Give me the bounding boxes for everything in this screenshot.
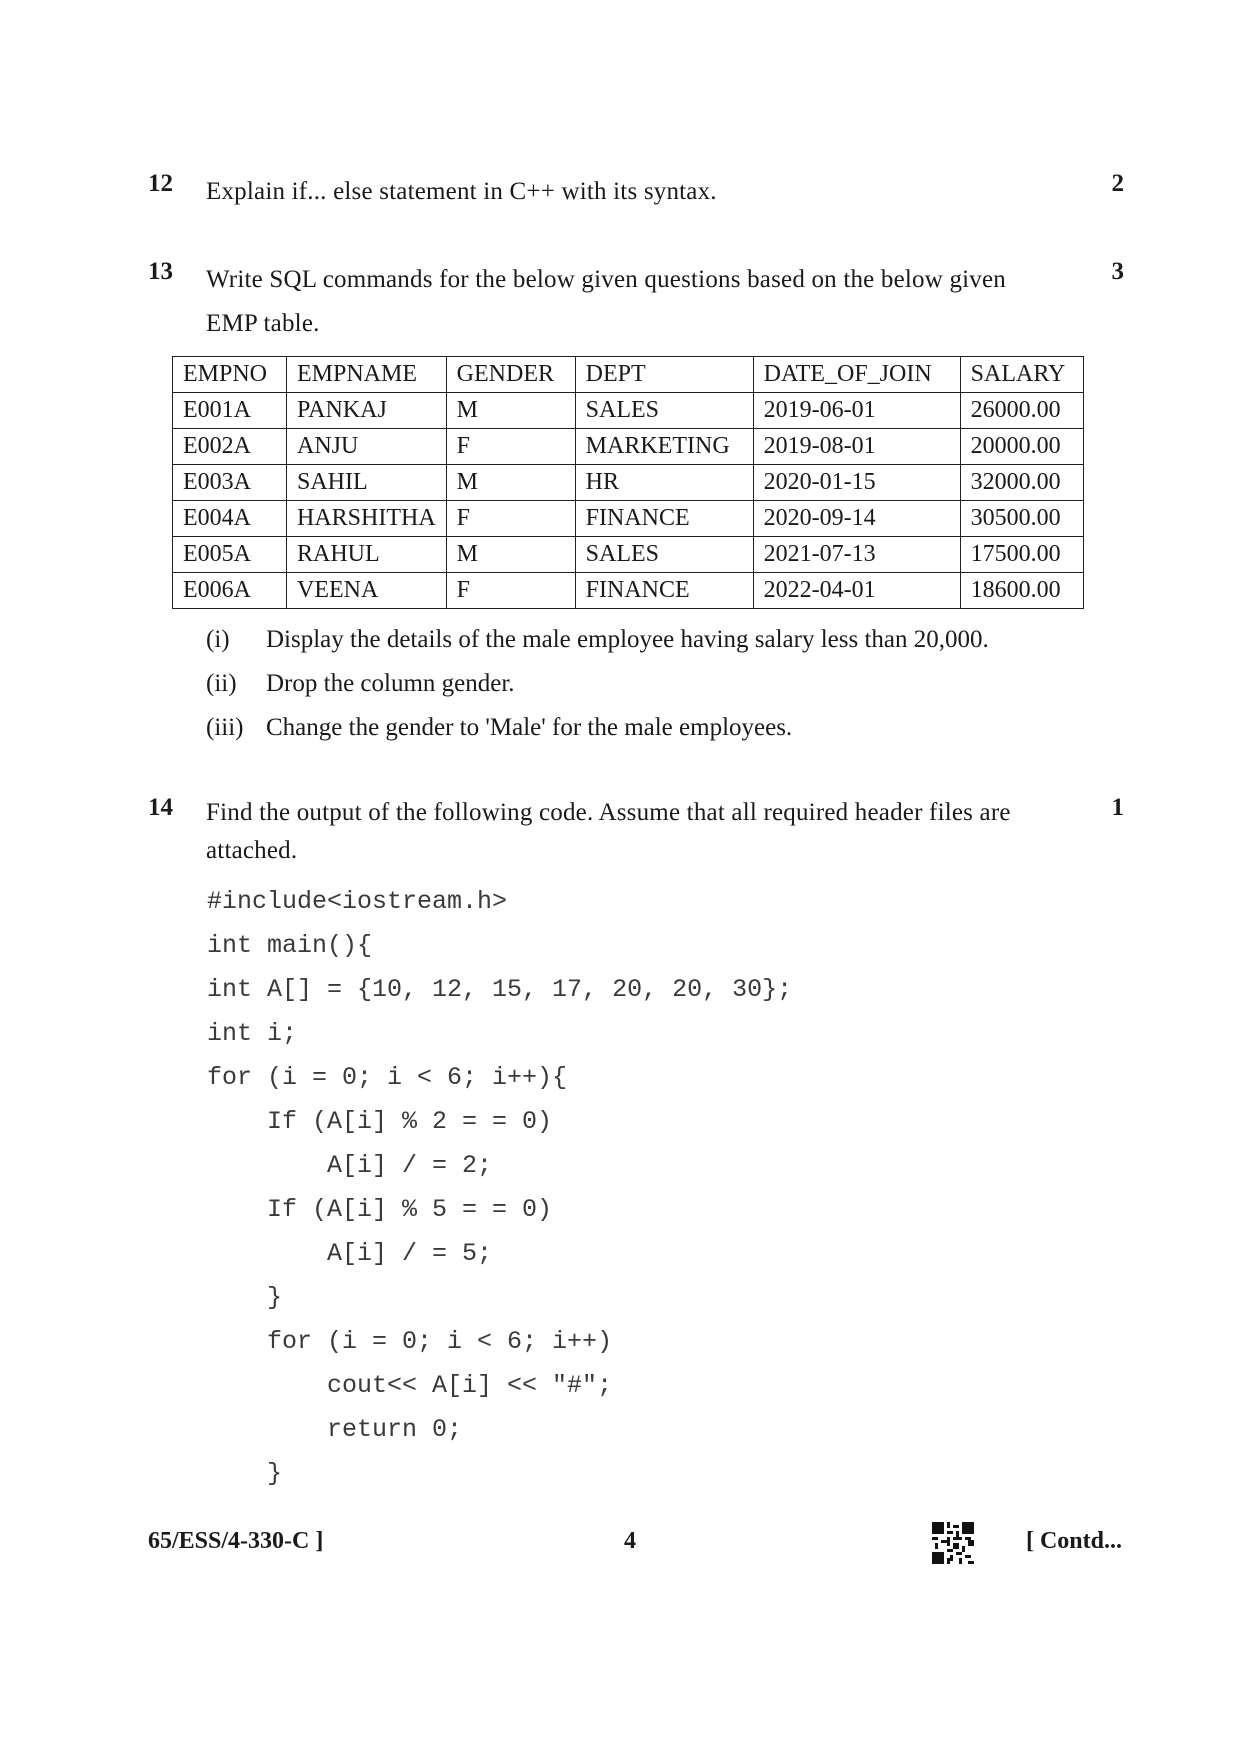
code-line: for (i = 0; i < 6; i++) xyxy=(207,1327,613,1356)
table-cell: F xyxy=(446,573,575,609)
page-number: 4 xyxy=(624,1528,636,1554)
column-header: DEPT xyxy=(575,357,753,393)
table-cell: PANKAJ xyxy=(287,393,447,429)
table-cell: 2021-07-13 xyxy=(753,537,960,573)
sub-question-label: (i) xyxy=(206,626,230,653)
table-cell: E004A xyxy=(173,501,287,537)
column-header: DATE_OF_JOIN xyxy=(753,357,960,393)
sub-question-label: (iii) xyxy=(206,714,244,741)
table-cell: E006A xyxy=(173,573,287,609)
table-cell: ANJU xyxy=(287,429,447,465)
table-cell: F xyxy=(446,501,575,537)
table-cell: SALES xyxy=(575,537,753,573)
table-row xyxy=(173,537,1084,573)
table-cell: 30500.00 xyxy=(960,501,1083,537)
paper-code: 65/ESS/4-330-C ] xyxy=(148,1528,324,1554)
table-cell: E002A xyxy=(173,429,287,465)
table-row xyxy=(173,429,1084,465)
table-cell: E005A xyxy=(173,537,287,573)
table-cell: E001A xyxy=(173,393,287,429)
code-line: #include<iostream.h> xyxy=(207,887,508,916)
table-cell: E003A xyxy=(173,465,287,501)
table-row xyxy=(173,465,1084,501)
code-line: A[i] / = 2; xyxy=(207,1151,493,1180)
code-line: If (A[i] % 5 = = 0) xyxy=(207,1195,553,1224)
code-line: cout<< A[i] << "#"; xyxy=(207,1371,613,1400)
table-cell: VEENA xyxy=(287,573,447,609)
question-14 xyxy=(148,794,1128,870)
table-cell: HARSHITHA xyxy=(287,501,447,537)
question-text: Explain if... else statement in C++ with its syntax. xyxy=(206,178,717,205)
sub-question-text: Drop the column gender. xyxy=(266,670,515,697)
question-text: Find the output of the following code. Assume that all required header files are attached. xyxy=(206,799,1011,864)
sub-question-ii xyxy=(206,662,515,706)
table-cell: MARKETING xyxy=(575,429,753,465)
table-cell: 32000.00 xyxy=(960,465,1083,501)
table-cell: 2020-09-14 xyxy=(753,501,960,537)
qr-code-icon xyxy=(932,1522,974,1564)
table-row xyxy=(173,501,1084,537)
question-12 xyxy=(148,170,1128,214)
table-header-row xyxy=(173,357,1084,393)
table-cell: M xyxy=(446,537,575,573)
code-block xyxy=(207,880,792,1496)
table-cell: 2019-08-01 xyxy=(753,429,960,465)
table-cell: SAHIL xyxy=(287,465,447,501)
table-cell: M xyxy=(446,393,575,429)
table-row xyxy=(173,393,1084,429)
table-cell: 26000.00 xyxy=(960,393,1083,429)
table-cell: HR xyxy=(575,465,753,501)
sub-question-i xyxy=(206,618,989,662)
table-cell: 17500.00 xyxy=(960,537,1083,573)
code-line: int main(){ xyxy=(207,931,373,960)
question-text: Write SQL commands for the below given questions based on the below given EMP table. xyxy=(206,266,1007,337)
question-marks: 1 xyxy=(1111,794,1124,821)
question-number: 14 xyxy=(148,794,173,821)
sub-question-text: Display the details of the male employee having salary less than 20,000. xyxy=(266,626,989,653)
code-line: int A[] = {10, 12, 15, 17, 20, 20, 30}; xyxy=(207,975,793,1004)
table-cell: SALES xyxy=(575,393,753,429)
column-header: GENDER xyxy=(446,357,575,393)
continued-label: [ Contd... xyxy=(1025,1528,1122,1554)
question-number: 13 xyxy=(148,258,173,285)
column-header: EMPNO xyxy=(173,357,287,393)
sub-question-label: (ii) xyxy=(206,670,237,697)
table-cell: FINANCE xyxy=(575,501,753,537)
table-cell: 18600.00 xyxy=(960,573,1083,609)
code-line: } xyxy=(207,1283,283,1312)
sub-question-text: Change the gender to 'Male' for the male employees. xyxy=(266,714,793,741)
column-header: SALARY xyxy=(960,357,1083,393)
code-line: for (i = 0; i < 6; i++){ xyxy=(207,1063,568,1092)
code-line: return 0; xyxy=(207,1415,463,1444)
table-cell: FINANCE xyxy=(575,573,753,609)
code-line: int i; xyxy=(207,1019,298,1048)
code-line: If (A[i] % 2 = = 0) xyxy=(207,1107,553,1136)
question-number: 12 xyxy=(148,170,173,197)
table-cell: 2022-04-01 xyxy=(753,573,960,609)
sub-question-iii xyxy=(206,706,792,750)
column-header: EMPNAME xyxy=(287,357,447,393)
question-marks: 3 xyxy=(1111,258,1124,285)
table-cell: 2020-01-15 xyxy=(753,465,960,501)
emp-table xyxy=(172,356,1084,609)
table-cell: 20000.00 xyxy=(960,429,1083,465)
table-cell: RAHUL xyxy=(287,537,447,573)
question-13 xyxy=(148,258,1128,346)
code-line: A[i] / = 5; xyxy=(207,1239,493,1268)
table-row xyxy=(173,573,1084,609)
question-marks: 2 xyxy=(1111,170,1124,197)
table-cell: F xyxy=(446,429,575,465)
table-cell: M xyxy=(446,465,575,501)
code-line: } xyxy=(207,1459,283,1488)
table-cell: 2019-06-01 xyxy=(753,393,960,429)
